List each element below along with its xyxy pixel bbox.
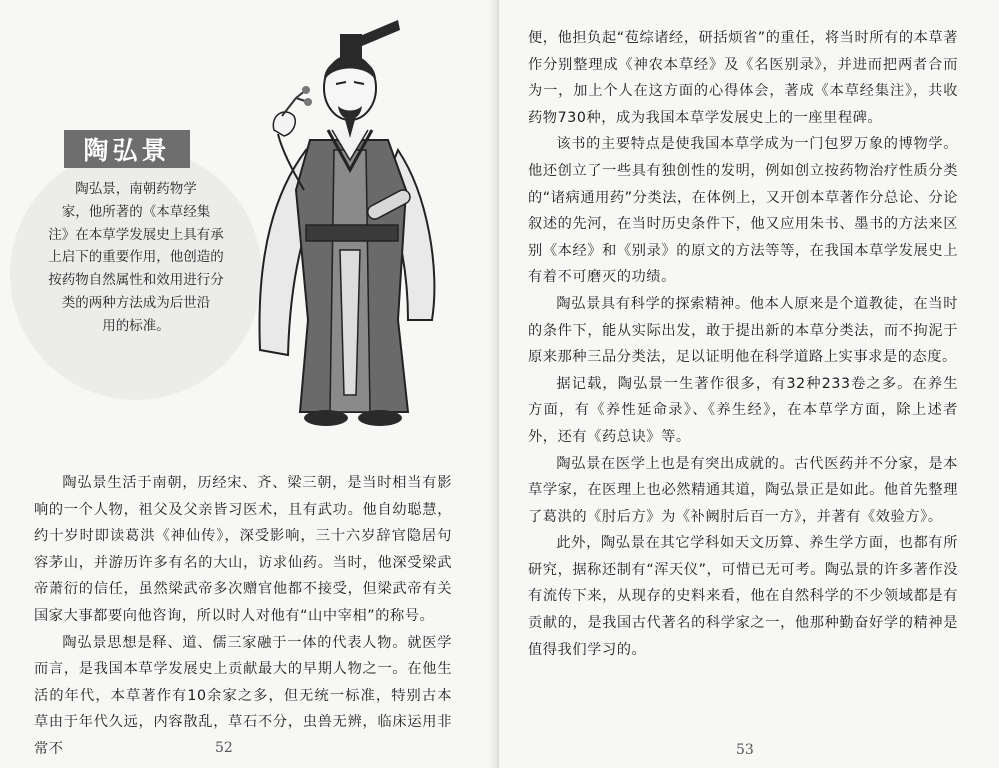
- page-number-left: 52: [215, 740, 233, 756]
- intro-text: [28, 178, 244, 338]
- left-body-text: [34, 470, 452, 763]
- page-title: 陶弘景: [64, 130, 190, 168]
- page-number-right: 53: [736, 742, 754, 758]
- paragraph: 据记载，陶弘景一生著作很多，有32种233卷之多。在养生方面，有《养性延命录》、《养生经》，在本草学方面，除上述者外，还有《药总诀》等。: [528, 375, 958, 445]
- right-body-text: [528, 25, 958, 663]
- intro-line: 注》在本草学发展史上具有承: [48, 226, 224, 243]
- paragraph: 该书的主要特点是使我国本草学成为一门包罗万象的博物学。他还创立了一些具有独创性的发明，例如创立按药物治疗性质分类的“诸病通用药”分类法，在体例上，又开创本草著作分总论、分论叙述的先河，在当时历史条件下，他又应用朱书、墨书的方法来区别《本经》和《别录》的原文的方法等等，在我国本草学发展史上有着不可磨灭的功绩。: [528, 136, 958, 286]
- intro-line: 按药物自然属性和效用进行分: [48, 272, 224, 289]
- paragraph: 陶弘景生活于南朝，历经宋、齐、梁三朝，是当时相当有影响的一个人物，祖父及父亲皆习医术，且有武功。他自幼聪慧，约十岁时即读葛洪《神仙传》，深受影响，三十六岁辞官隐居句容茅山，并游历许多有名的大山，访求仙药。当时，他深受梁武帝萧衍的信任，虽然梁武帝多次赠官他都不接受，但梁武帝有关国家大事都要向他咨询，所以时人对他有“山中宰相”的称号。: [34, 475, 452, 624]
- intro-line: 家，他所著的《本草经集: [61, 203, 211, 220]
- paragraph: 陶弘景具有科学的探索精神。他本人原来是个道教徒，在当时的条件下，能从实际出发，敢于提出新的本草分类法，而不拘泥于原来那种三品分类法，足以证明他在科学道路上实事求是的态度。: [528, 295, 958, 366]
- paragraph: 此外，陶弘景在其它学科如天文历算、养生学方面，也都有所研究，据称还制有“浑天仪”，可惜已无可考。陶弘景的许多著作没有流传下来，从现存的史料来看，他在自然科学的不少领域都是有贡献的，是我国古代著名的科学家之一，他那种勤奋好学的精神是值得我们学习的。: [528, 535, 958, 658]
- tao-hongjing-illustration-icon: [248, 20, 448, 435]
- paragraph: 陶弘景思想是释、道、儒三家融于一体的代表人物。就医学而言，是我国本草学发展史上贡献最大的早期人物之一。在他生活的年代，本草著作有10余家之多，但无统一标准，特别古本草由于年代久远，内容散乱，草石不分，虫兽无辨，临床运用非常不: [34, 634, 452, 757]
- intro-line: 类的两种方法成为后世沿: [61, 294, 211, 311]
- intro-line: 上启下的重要作用，他创造的: [48, 249, 224, 266]
- paragraph: 陶弘景在医学上也是有突出成就的。古代医药并不分家，是本草学家，在医理上也必然精通其道，陶弘景正是如此。他首先整理了葛洪的《肘后方》为《补阙肘后百一方》，并著有《效验方》。: [528, 455, 958, 525]
- left-page: [0, 0, 497, 768]
- intro-line: 用的标准。: [102, 317, 170, 334]
- paragraph: 便，他担负起“苞综诸经，研括烦省”的重任，将当时所有的本草著作分别整理成《神农本草经》及《名医别录》，并进而把两者合而为一，加上个人在这方面的心得体会，著成《本草经集注》，共收药物730种，成为我国本草学发展史上的一座里程碑。: [528, 30, 958, 126]
- intro-line: 陶弘景，南朝药物学: [75, 181, 197, 197]
